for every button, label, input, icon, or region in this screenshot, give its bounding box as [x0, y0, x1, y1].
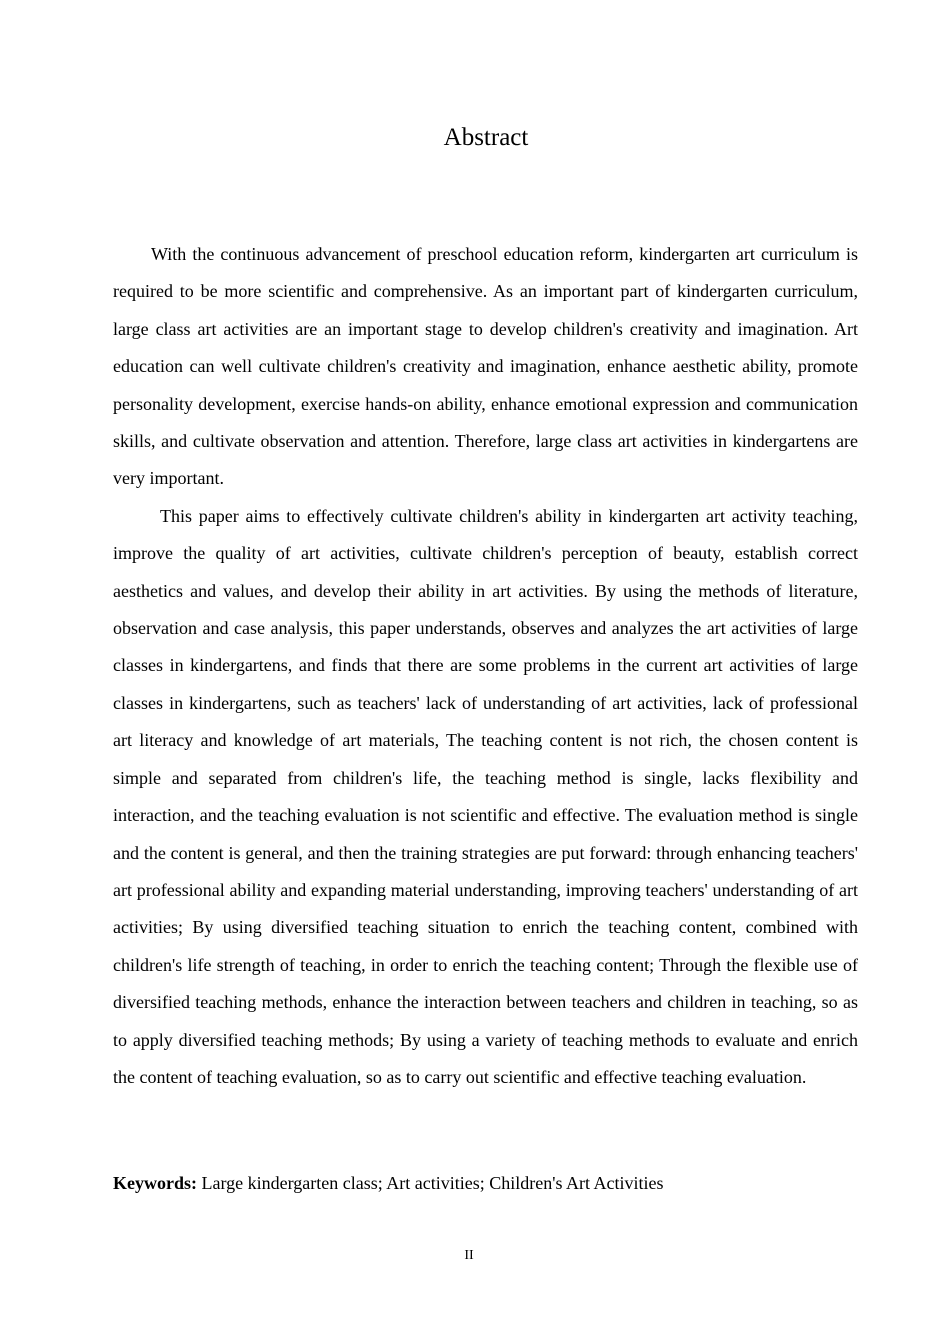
abstract-paragraph-2: This paper aims to effectively cultivate children's ability in kindergarten art activity teaching, improve the quality of art activities, cultivate children's perception of beauty, establish correct aesthetics and values, and develop their ability in art activities. By using the methods of literature, observation and case analysis, this paper understands, observes and analyzes the art activities of large classes in kindergartens, and finds that there are some problems in the current art activities of large classes in kindergartens, such as teachers' lack of understanding of art activities, lack of professional art literacy and knowledge of art materials, The teaching content is not rich, the chosen content is simple and separated from children's life, the teaching method is single, lacks flexibility and interaction, and the teaching evaluation is not scientific and effective. The evaluation method is single and the content is general, and then the training strategies are put forward: through enhancing teachers' art professional ability and expanding material understanding, improving teachers' understanding of art activities; By using diversified teaching situation to enrich the teaching content, combined with children's life strength of teaching, in order to enrich the teaching content; Through the flexible use of diversified teaching methods, enhance the interaction between teachers and children in teaching, so as to apply diversified teaching methods; By using a variety of teaching methods to evaluate and enrich the content of teaching evaluation, so as to carry out scientific and effective teaching evaluation. [113, 505, 858, 1087]
keywords-label: Keywords: [113, 1173, 197, 1193]
abstract-paragraph-1: With the continuous advancement of preschool education reform, kindergarten art curriculum is required to be more scientific and comprehensive. As an important part of kindergarten curriculum, large class art activities are an important stage to develop children's creativity and imagination. Art education can well cultivate children's creativity and imagination, enhance aesthetic ability, promote personality development, exercise hands-on ability, enhance emotional expression and communication skills, and cultivate observation and attention. Therefore, large class art activities in kindergartens are very important. [113, 244, 858, 489]
keywords-text: Large kindergarten class; Art activities; Children's Art Activities [201, 1173, 664, 1193]
abstract-body [113, 236, 858, 1096]
page-title: Abstract [443, 124, 529, 151]
keywords-line [113, 1167, 858, 1199]
page-number: II [464, 1248, 474, 1263]
